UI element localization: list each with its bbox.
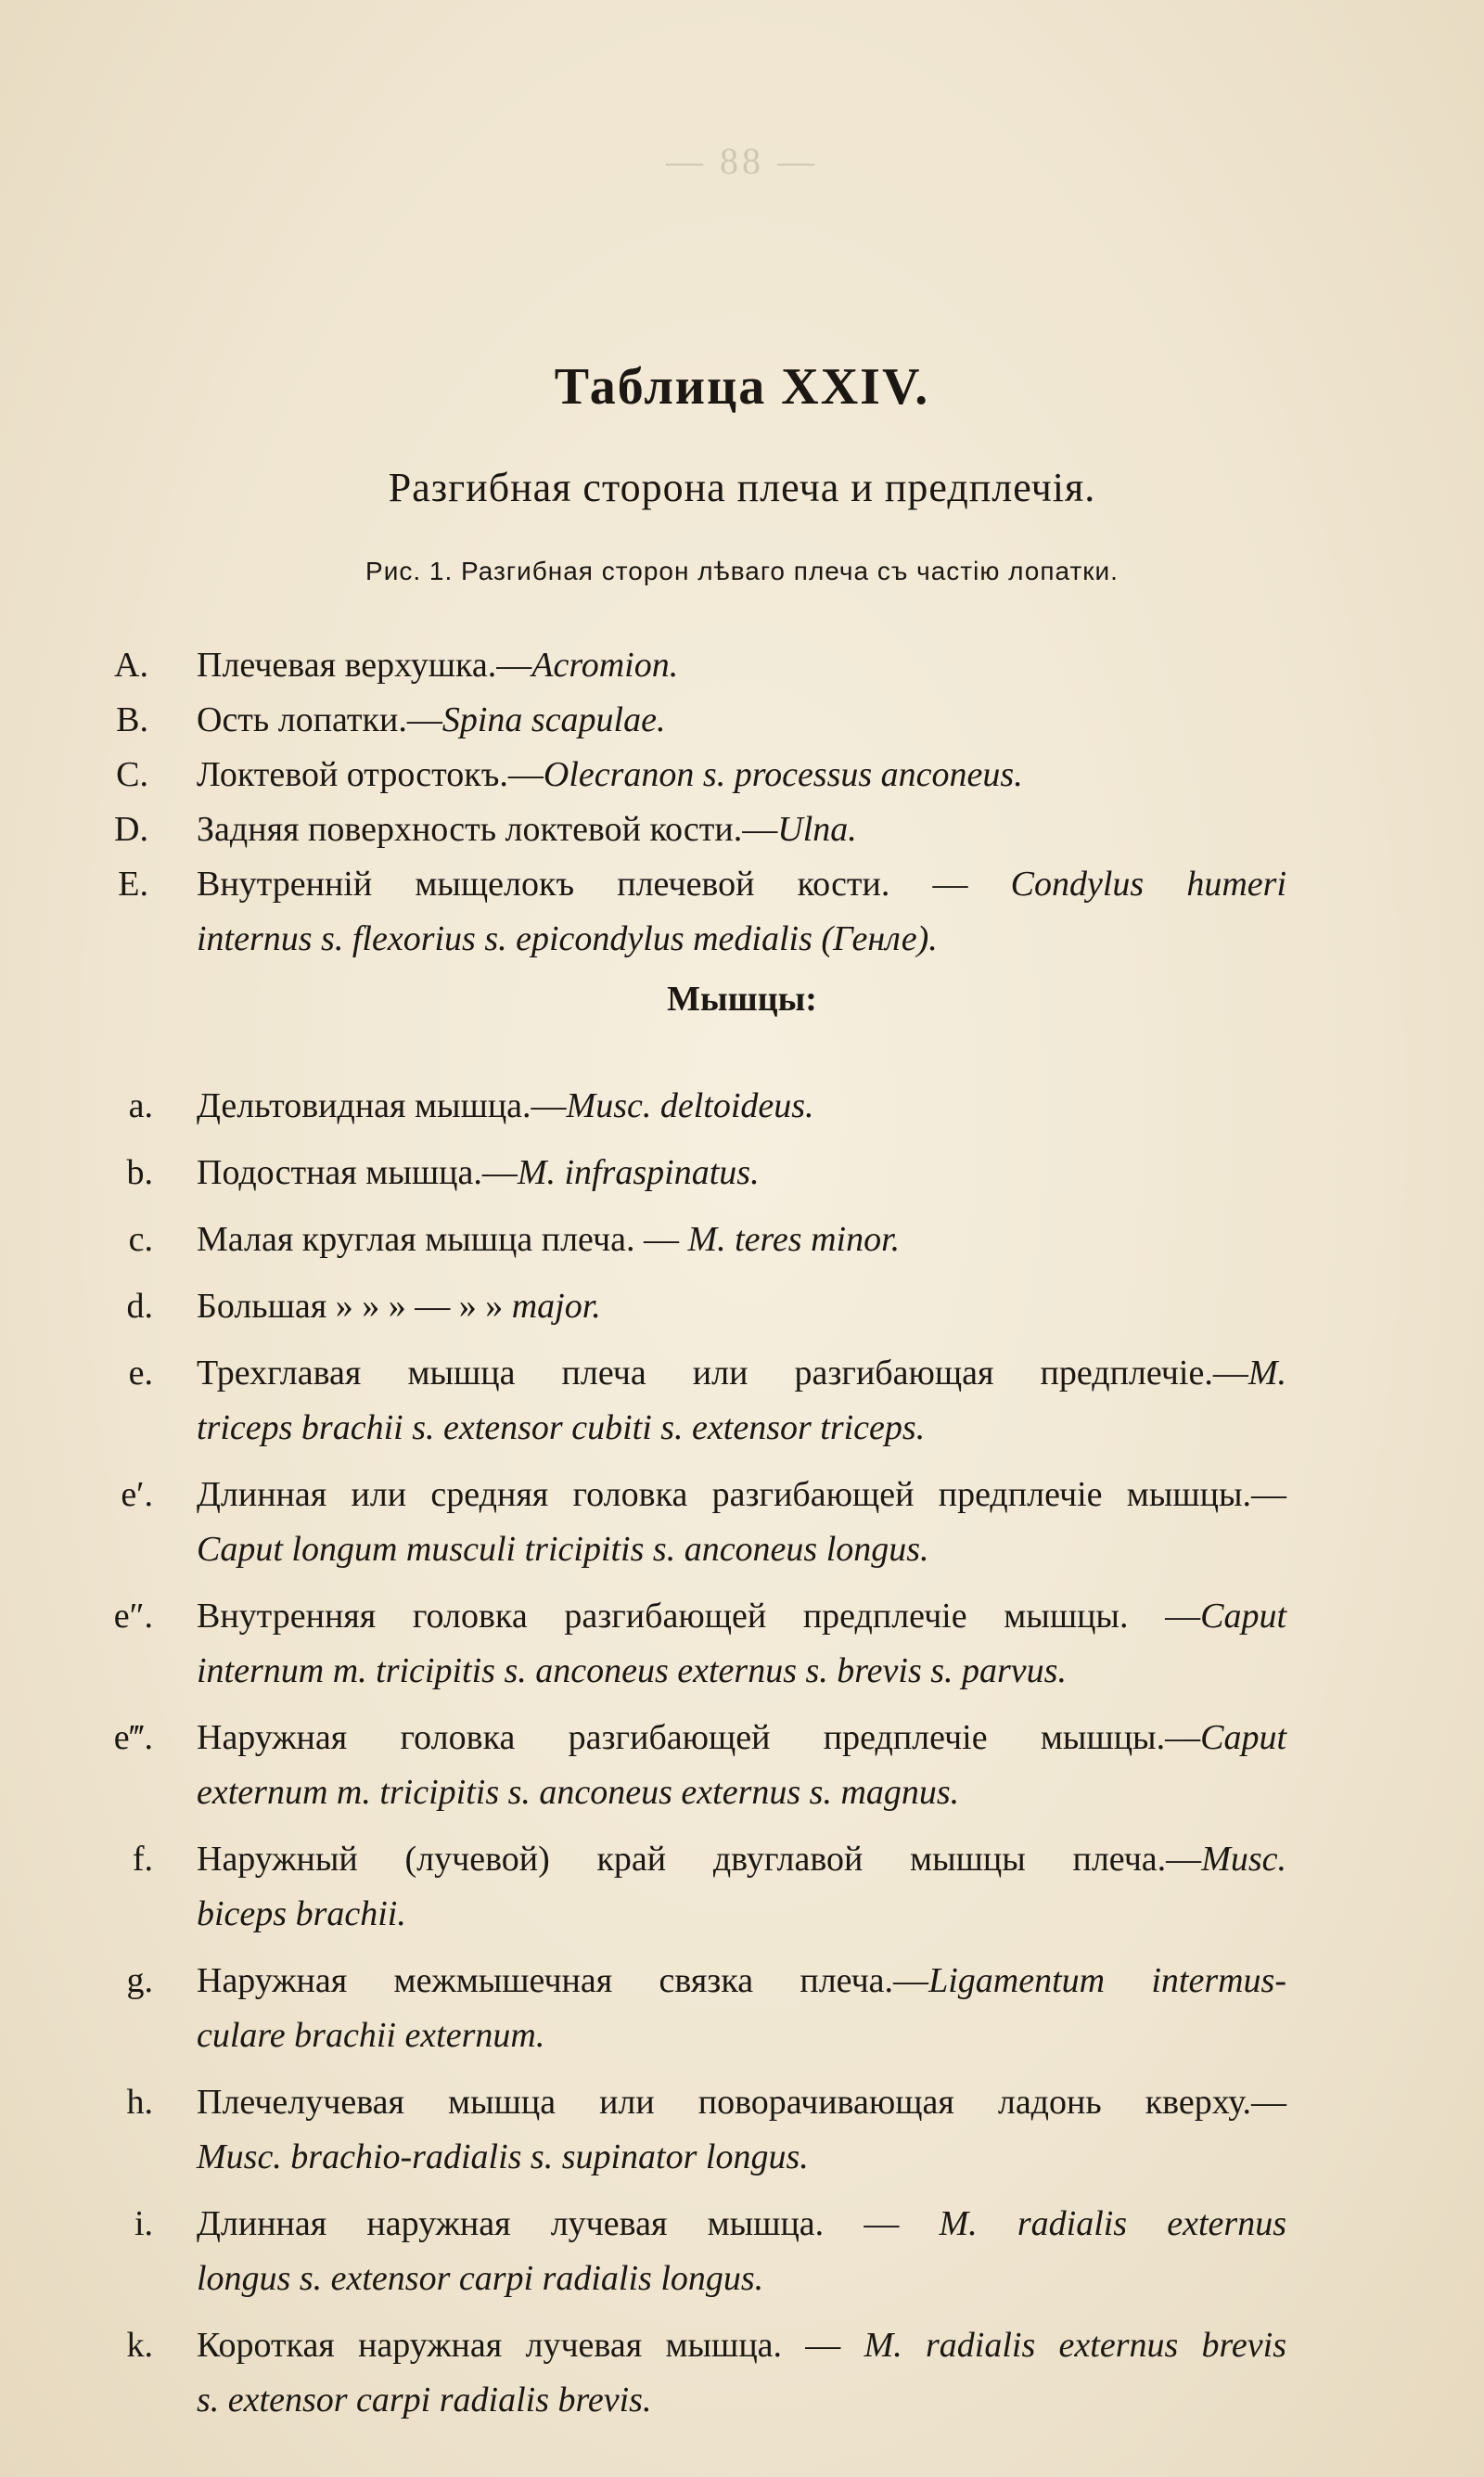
russian-term: Дельтовидная мышца.— [197, 1086, 567, 1125]
latin-term: Musc. deltoideus. [566, 1086, 814, 1125]
latin-term: biceps brachii. [197, 1894, 406, 1933]
entry-line [197, 1650, 1286, 1691]
russian-term: Задняя поверхность локтевой кости.— [197, 810, 778, 849]
russian-term: Короткая наружная лучевая мышца. — [197, 2326, 864, 2365]
entry-line [197, 699, 1286, 740]
russian-term: Плечевая верхушка.— [197, 646, 532, 685]
table-title: Таблица XXIV. [554, 358, 930, 416]
entry-line [197, 1152, 1286, 1193]
entry-line [197, 918, 1286, 959]
latin-term: internus s. flexorius s. epicondylus medialis [197, 919, 812, 958]
entry-line [197, 754, 1286, 795]
latin-term: Olecranon s. processus anconeus. [543, 755, 1023, 794]
latin-term: major. [511, 1287, 601, 1326]
russian-term: Подостная мышца.— [197, 1153, 518, 1192]
latin-term: longus s. extensor carpi radialis longus. [197, 2259, 764, 2298]
entry-letter: D. [114, 810, 148, 849]
entry-line [197, 2082, 1286, 2123]
entry-letter: i. [134, 2204, 153, 2243]
entry-line [197, 645, 1286, 686]
latin-term: M. teres minor. [687, 1220, 901, 1259]
latin-term: Musc. brachio-radialis s. supinator longus. [197, 2137, 809, 2176]
latin-term: Caput [1200, 1718, 1286, 1757]
entry-letter: e‴. [113, 1718, 153, 1757]
entry-line [197, 1474, 1286, 1515]
russian-term: Плечелучевая мышца или поворачивающая ладонь кверху.— [197, 2083, 1286, 2122]
entry-letter: g. [126, 1961, 153, 2000]
latin-term: Condylus humeri [1010, 865, 1287, 904]
entry-letter: C. [116, 755, 148, 794]
entry-line [197, 1085, 1286, 1126]
entry-letter: b. [126, 1153, 153, 1192]
entry-line [197, 1529, 1286, 1570]
russian-term: Длинная или средняя головка разгибающей предплечіе мышцы.— [197, 1475, 1286, 1514]
russian-term: Внутренняя головка разгибающей предплечіе мышцы. — [197, 1597, 1201, 1636]
latin-term: Spina scapulae. [441, 700, 666, 739]
entry-letter: h. [126, 2083, 153, 2122]
latin-term: M. infraspinatus. [517, 1153, 760, 1192]
entry-line [197, 809, 1286, 850]
muscles-heading: Мышцы: [667, 980, 817, 1019]
russian-term: Трехглавая мышца плеча или разгибающая предплечіе.— [197, 1354, 1248, 1393]
entry-letter: E. [118, 865, 148, 904]
latin-term: triceps brachii s. extensor cubiti s. extensor triceps. [197, 1408, 926, 1447]
latin-term: M. radialis externus [939, 2204, 1286, 2243]
russian-term: Длинная наружная лучевая мышца. — [197, 2204, 940, 2243]
entry-letter: e′. [121, 1475, 153, 1514]
latin-term: Caput [1200, 1597, 1286, 1636]
entry-letter: a. [128, 1086, 153, 1125]
page-number: — 88 — [666, 140, 818, 182]
entry-line [197, 2258, 1286, 2299]
entry-line [197, 1353, 1286, 1393]
russian-term: Наружная межмышечная связка плеча.— [197, 1961, 929, 2000]
entry-letter: k. [126, 2326, 153, 2365]
entry-line [197, 1960, 1286, 2001]
entry-line [197, 1407, 1286, 1448]
entry-line [197, 1893, 1286, 1934]
entry-line [197, 1839, 1286, 1880]
latin-term: Ligamentum intermus- [928, 1961, 1286, 2000]
latin-term: Ulna. [777, 810, 857, 849]
entry-letter: f. [132, 1840, 153, 1879]
latin-term: Musc. [1201, 1840, 1286, 1879]
latin-term: s. extensor carpi radialis brevis. [197, 2381, 652, 2419]
entry-line [197, 1219, 1286, 1260]
latin-term: Acromion. [531, 646, 679, 685]
latin-term: externum m. tricipitis s. anconeus externus s. magnus. [197, 1773, 960, 1812]
entry-line [197, 2137, 1286, 2177]
russian-term: Наружный (лучевой) край двуглавой мышцы плеча.— [197, 1840, 1202, 1879]
entry-letter: e″. [113, 1597, 153, 1636]
entry-line [197, 1772, 1286, 1813]
entry-line [197, 2015, 1286, 2056]
russian-term: Наружная головка разгибающей предплечіе мышцы.— [197, 1718, 1201, 1757]
entry-letter: d. [126, 1287, 153, 1326]
latin-term: Caput longum musculi tricipitis s. anconeus longus. [197, 1530, 929, 1569]
entry-line [197, 1596, 1286, 1636]
russian-term: Малая круглая мышца плеча. — [197, 1220, 688, 1259]
russian-term: Большая » » » — » » [197, 1287, 512, 1326]
entry-letter: A. [114, 646, 148, 685]
entry-line [197, 864, 1286, 905]
entry-line [197, 2325, 1286, 2366]
entry-letter: c. [128, 1220, 153, 1259]
figure-caption: Рис. 1. Разгибная сторон лѣваго плеча съ частію лопатки. [365, 557, 1119, 585]
latin-term: M. radialis externus brevis [864, 2326, 1286, 2365]
entry-line [197, 1286, 1286, 1327]
entry-line [197, 1717, 1286, 1758]
latin-term: M. [1247, 1354, 1286, 1393]
entry-line [197, 2203, 1286, 2244]
russian-term: Ость лопатки.— [197, 700, 442, 739]
entry-line [197, 2380, 1286, 2420]
russian-term: Локтевой отростокъ.— [197, 755, 544, 794]
russian-term: Внутренній мыщелокъ плечевой кости. — [197, 865, 1011, 904]
entry-letter: B. [116, 700, 148, 739]
table-subtitle: Разгибная сторона плеча и предплечія. [388, 465, 1096, 510]
latin-term: internum m. tricipitis s. anconeus externus s. brevis s. parvus. [197, 1651, 1067, 1690]
latin-term: culare brachii externum. [197, 2016, 545, 2055]
author-note: (Генле). [812, 919, 938, 958]
entry-letter: e. [128, 1354, 153, 1393]
